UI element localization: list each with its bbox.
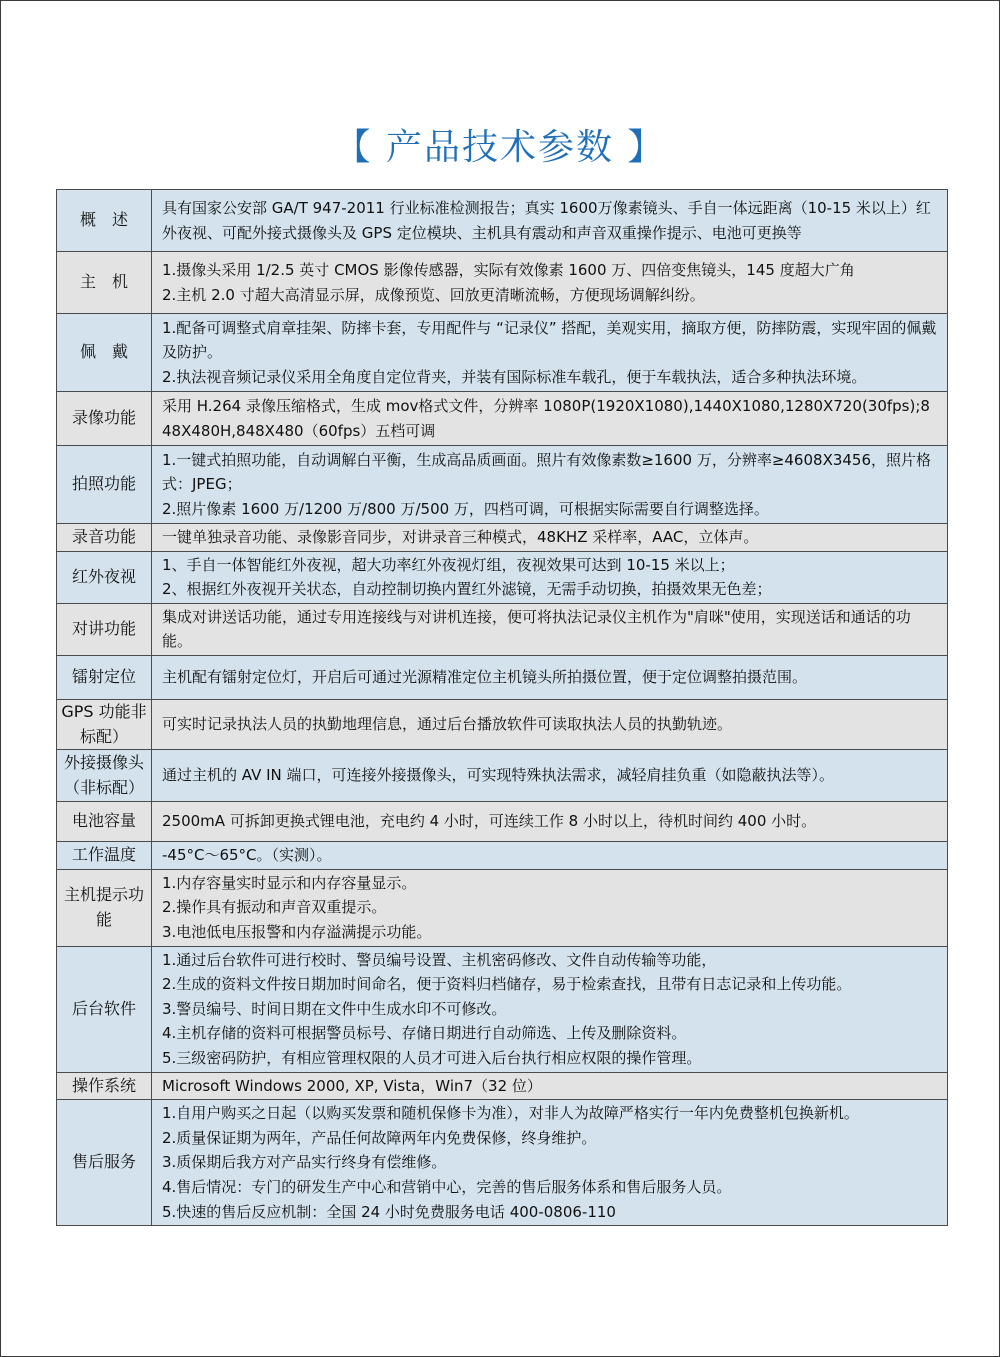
spec-value-line: 集成对讲送话功能，通过专用连接线与对讲机连接，便可将执法记录仪主机作为"肩咪"使用，实现送话和通话的功能。 [162,607,911,651]
spec-value-line: 具有国家公安部 GA/T 947-2011 行业标准检测报告；真实 1600万像素镜头、手自一体远距离（10-15 米以上）红外夜视、可配外接式摄像头及 GPS 定位模块、主机具有震动和声音双重操作提示、电池可更换等 [162,198,931,242]
spec-value [152,392,948,446]
spec-label: 对讲功能 [57,603,152,655]
spec-label: 概 述 [57,190,152,252]
spec-label: 镭射定位 [57,655,152,699]
spec-value [152,551,948,603]
spec-value [152,252,948,314]
spec-row [57,869,948,946]
spec-value [152,802,948,842]
spec-value-line: 3.电池低电压报警和内存溢满提示功能。 [162,922,432,941]
spec-label: GPS 功能非标配） [57,699,152,749]
spec-value-line: 1、手自一体智能红外夜视，超大功率红外夜视灯组，夜视效果可达到 10-15 米以上； [162,555,735,574]
spec-label: 主机提示功能 [57,869,152,946]
spec-value-line: 2.照片像素 1600 万/1200 万/800 万/500 万，四档可调，可根据实际需要自行调整选择。 [162,499,769,518]
spec-value-line: 1.一键式拍照功能，自动调解白平衡，生成高品质画面。照片有效像素数≥1600 万，分辨率≥4608X3456，照片格式：JPEG； [162,450,932,494]
spec-value-line: 1.内存容量实时显示和内存容量显示。 [162,873,417,892]
spec-value-line: 3.质保期后我方对产品实行终身有偿维修。 [162,1153,447,1172]
spec-row [57,392,948,446]
spec-label: 操作系统 [57,1072,152,1100]
spec-label: 拍照功能 [57,446,152,524]
spec-value-line: 1.通过后台软件可进行校时、警员编号设置、主机密码修改、文件自动传输等功能， [162,950,717,969]
spec-value [152,699,948,749]
spec-row [57,524,948,552]
spec-label: 外接摄像头（非标配） [57,750,152,802]
spec-label: 佩 戴 [57,314,152,392]
spec-value-line: 可实时记录执法人员的执勤地理信息，通过后台播放软件可读取执法人员的执勤轨迹。 [162,715,733,734]
spec-value-line: 2.生成的资料文件按日期加时间命名，便于资料归档储存，易于检索查找，且带有日志记录和上传功能。 [162,975,852,994]
spec-value-line: 1.配备可调整式肩章挂架、防摔卡套，专用配件与 “记录仪” 搭配，美观实用，摘取方便，防摔防震，实现牢固的佩戴及防护。 [162,318,937,362]
spec-value-line: 1.自用户购买之日起（以购买发票和随机保修卡为准），对非人为故障严格实行一年内免费整机包换新机。 [162,1104,859,1123]
spec-value [152,869,948,946]
spec-value-line: 5.三级密码防护，有相应管理权限的人员才可进入后台执行相应权限的操作管理。 [162,1048,702,1067]
spec-value [152,190,948,252]
spec-value-line: 采用 H.264 录像压缩格式，生成 mov格式文件，分辨率 1080P(1920X1080),1440X1080,1280X720(30fps);848X480H,848X480（60fps）五档可调 [162,396,930,440]
spec-row [57,1072,948,1100]
spec-label: 售后服务 [57,1100,152,1226]
spec-row [57,1100,948,1226]
spec-value [152,750,948,802]
spec-value [152,524,948,552]
spec-table-body [57,190,948,1226]
spec-row [57,842,948,870]
spec-row [57,946,948,1072]
spec-label: 工作温度 [57,842,152,870]
spec-value-line: 4.主机存储的资料可根据警员标号、存储日期进行自动筛选、上传及删除资料。 [162,1024,687,1043]
spec-row [57,190,948,252]
spec-value [152,314,948,392]
spec-label: 红外夜视 [57,551,152,603]
spec-table [56,189,948,1226]
spec-row [57,314,948,392]
spec-value [152,842,948,870]
spec-label: 后台软件 [57,946,152,1072]
spec-value-line: 2.执法视音频记录仪采用全角度自定位背夹，并装有国际标准车载孔，便于车载执法，适合多种执法环境。 [162,367,867,386]
spec-row [57,551,948,603]
spec-value [152,446,948,524]
spec-value-line: 2500mA 可拆卸更换式锂电池，充电约 4 小时，可连续工作 8 小时以上，待机时间约 400 小时。 [162,812,817,831]
spec-value-line: 2.质量保证期为两年，产品任何故障两年内免费保修，终身维护。 [162,1128,597,1147]
spec-value-line: 通过主机的 AV IN 端口，可连接外接摄像头，可实现特殊执法需求，减轻肩挂负重（如隐蔽执法等）。 [162,766,835,785]
spec-value-line: 4.售后情况：专门的研发生产中心和营销中心，完善的售后服务体系和售后服务人员。 [162,1177,732,1196]
spec-label: 主 机 [57,252,152,314]
spec-value-line: Microsoft Windows 2000, XP, Vista，Win7（32 位） [162,1076,542,1095]
spec-row [57,446,948,524]
spec-row [57,750,948,802]
spec-value-line: 主机配有镭射定位灯，开启后可通过光源精准定位主机镜头所拍摄位置，便于定位调整拍摄范围。 [162,668,808,687]
spec-value-line: 2.主机 2.0 寸超大高清显示屏，成像预览、回放更清晰流畅，方便现场调解纠纷。 [162,285,705,304]
spec-row [57,655,948,699]
spec-value-line: 2.操作具有振动和声音双重提示。 [162,898,387,917]
spec-value-line: 3.警员编号、时间日期在文件中生成水印不可修改。 [162,999,507,1018]
spec-label: 录音功能 [57,524,152,552]
spec-label: 录像功能 [57,392,152,446]
spec-row [57,699,948,749]
spec-value [152,946,948,1072]
spec-value [152,1072,948,1100]
spec-value-line: -45°C～65°C。（实测）。 [162,846,332,865]
page-title: 【 产品技术参数 】 [334,127,666,168]
spec-value-line: 1.摄像头采用 1/2.5 英寸 CMOS 影像传感器，实际有效像素 1600 万、四倍变焦镜头，145 度超大广角 [162,260,855,279]
spec-row [57,252,948,314]
spec-value [152,1100,948,1226]
spec-value-line: 5.快速的售后反应机制：全国 24 小时免费服务电话 400-0806-110 [162,1202,616,1221]
spec-row [57,802,948,842]
spec-value-line: 一键单独录音功能、录像影音同步，对讲录音三种模式，48KHZ 采样率，AAC，立体声。 [162,528,759,546]
spec-value [152,655,948,699]
spec-label: 电池容量 [57,802,152,842]
spec-row [57,603,948,655]
spec-value [152,603,948,655]
spec-value-line: 2、根据红外夜视开关状态，自动控制切换内置红外滤镜，无需手动切换，拍摄效果无色差； [162,580,772,599]
